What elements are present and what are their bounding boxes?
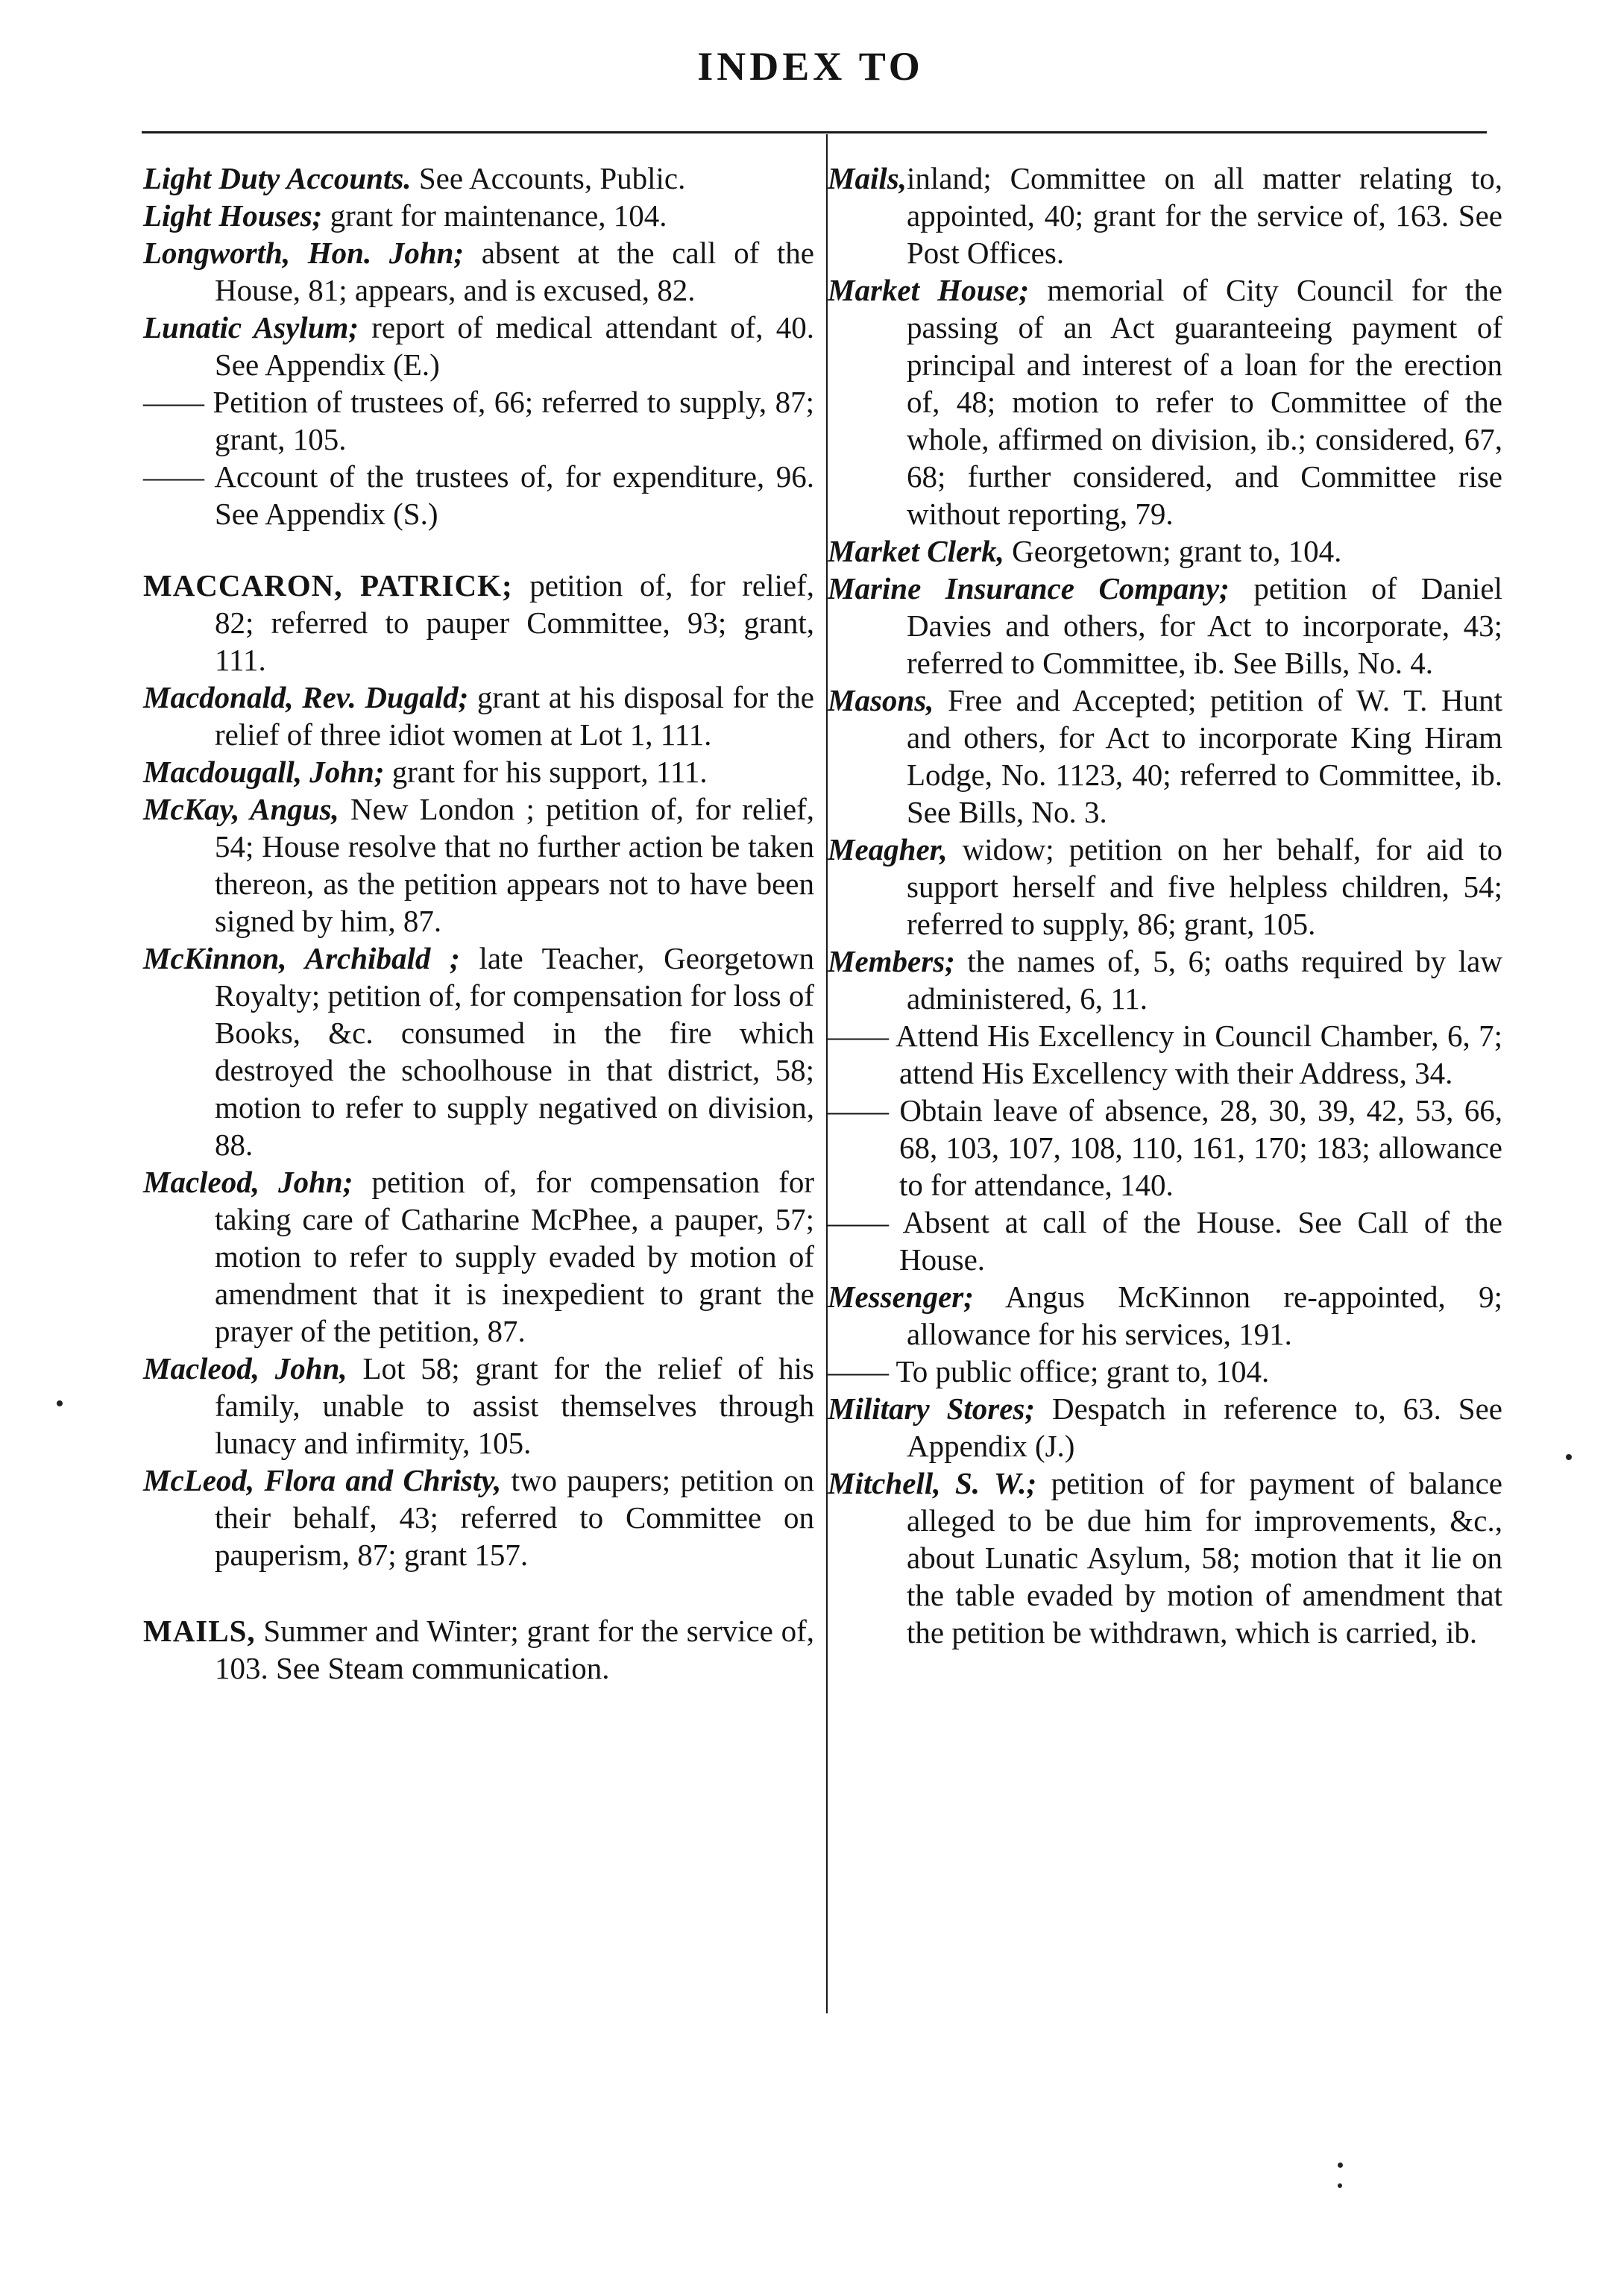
left-column: [143, 160, 814, 1687]
page-title: INDEX TO: [697, 44, 924, 89]
index-entry: McKinnon, Archibald ; late Teacher, Georgetown Royalty; petition of, for compensation for loss of Books, &c. consumed in the fire which destroyed the schoolhouse in that district, 58; motion to refer to supply negatived on division, 88.: [143, 941, 815, 1162]
index-entry: Light Houses; grant for maintenance, 104.: [143, 198, 667, 233]
index-entry: McLeod, Flora and Christy, two paupers; petition on their behalf, 43; referred to Committee on pauperism, 87; grant 157.: [143, 1463, 814, 1572]
index-entry: Mitchell, S. W.; petition of for payment of balance alleged to be due him for improvements, &c., about Lunatic Asylum, 58; motion that it lie on the table evaded by motion of amendment that the petition be withdrawn, which is carried, ib.: [828, 1466, 1502, 1649]
right-column: [828, 160, 1502, 1651]
index-subentry: —— To public office; grant to, 104.: [828, 1354, 1270, 1388]
index-entry: Macdougall, John; grant for his support, 111.: [143, 755, 708, 789]
index-entry: Marine Insurance Company; petition of Daniel Davies and others, for Act to incorporate, 43; referred to Committee, ib. See Bills, No. 4.: [828, 571, 1502, 680]
index-entry: MACCARON, PATRICK; petition of, for relief, 82; referred to pauper Committee, 93; grant, 111.: [143, 568, 814, 677]
header-rule: [142, 131, 1487, 133]
index-entry: Meagher, widow; petition on her behalf, for aid to support herself and five helpless children, 54; referred to supply, 86; grant, 105.: [828, 832, 1502, 941]
print-speck: [1566, 1454, 1572, 1460]
index-entry: Lunatic Asylum; report of medical attendant of, 40. See Appendix (E.): [143, 310, 814, 382]
index-entry: Military Stores; Despatch in reference to, 63. See Appendix (J.): [828, 1391, 1502, 1463]
index-entry: Light Duty Accounts. See Accounts, Public.: [143, 161, 686, 195]
index-entry: Market House; memorial of City Council for the passing of an Act guaranteeing payment of principal and interest of a loan for the erection of, 48; motion to refer to Committee of the whole, affirmed on division, ib.; considered, 67, 68; further considered, and Committee rise without reporting, 79.: [828, 273, 1502, 531]
index-subentry: —— Absent at call of the House. See Call of the House.: [828, 1205, 1502, 1277]
index-entry: Members; the names of, 5, 6; oaths required by law administered, 6, 11.: [828, 944, 1502, 1016]
index-entry: Market Clerk, Georgetown; grant to, 104.: [828, 534, 1342, 568]
index-subentry: —— Account of the trustees of, for expenditure, 96. See Appendix (S.): [143, 459, 814, 531]
index-entry: Masons, Free and Accepted; petition of W. T. Hunt and others, for Act to incorporate King Hiram Lodge, No. 1123, 40; referred to Committee, ib. See Bills, No. 3.: [828, 683, 1502, 829]
section-gap: [143, 532, 814, 567]
index-subentry: —— Petition of trustees of, 66; referred to supply, 87; grant, 105.: [143, 385, 814, 456]
index-subentry: —— Attend His Excellency in Council Chamber, 6, 7; attend His Excellency with their Address, 34.: [828, 1019, 1502, 1090]
index-entry: Macleod, John, Lot 58; grant for the relief of his family, unable to assist themselves through lunacy and infirmity, 105.: [143, 1351, 814, 1460]
print-speck: [1338, 2183, 1342, 2188]
index-entry: Longworth, Hon. John; absent at the call of the House, 81; appears, and is excused, 82.: [143, 236, 814, 307]
print-speck: [57, 1400, 63, 1406]
index-entry: McKay, Angus, New London ; petition of, for relief, 54; House resolve that no further action be taken thereon, as the petition appears not to have been signed by him, 87.: [143, 792, 814, 938]
index-entry: Messenger; Angus McKinnon re-appointed, 9; allowance for his services, 191.: [828, 1280, 1502, 1351]
section-gap: [143, 1573, 814, 1612]
index-entry: MAILS, Summer and Winter; grant for the service of, 103. See Steam communication.: [143, 1614, 814, 1685]
print-speck: [1338, 2163, 1343, 2168]
index-entry: Macleod, John; petition of, for compensation for taking care of Catharine McPhee, a pauper, 57; motion to refer to supply evaded by motion of amendment that it is inexpedient to grant the prayer of the petition, 87.: [143, 1165, 814, 1348]
index-entry: Macdonald, Rev. Dugald; grant at his disposal for the relief of three idiot women at Lot 1, 111.: [143, 680, 814, 752]
index-subentry: —— Obtain leave of absence, 28, 30, 39, 42, 53, 66, 68, 103, 107, 108, 110, 161, 170; 183; allowance to for attendance, 140.: [828, 1093, 1502, 1202]
index-entry: Mails,inland; Committee on all matter relating to, appointed, 40; grant for the service of, 163. See Post Offices.: [828, 161, 1502, 270]
